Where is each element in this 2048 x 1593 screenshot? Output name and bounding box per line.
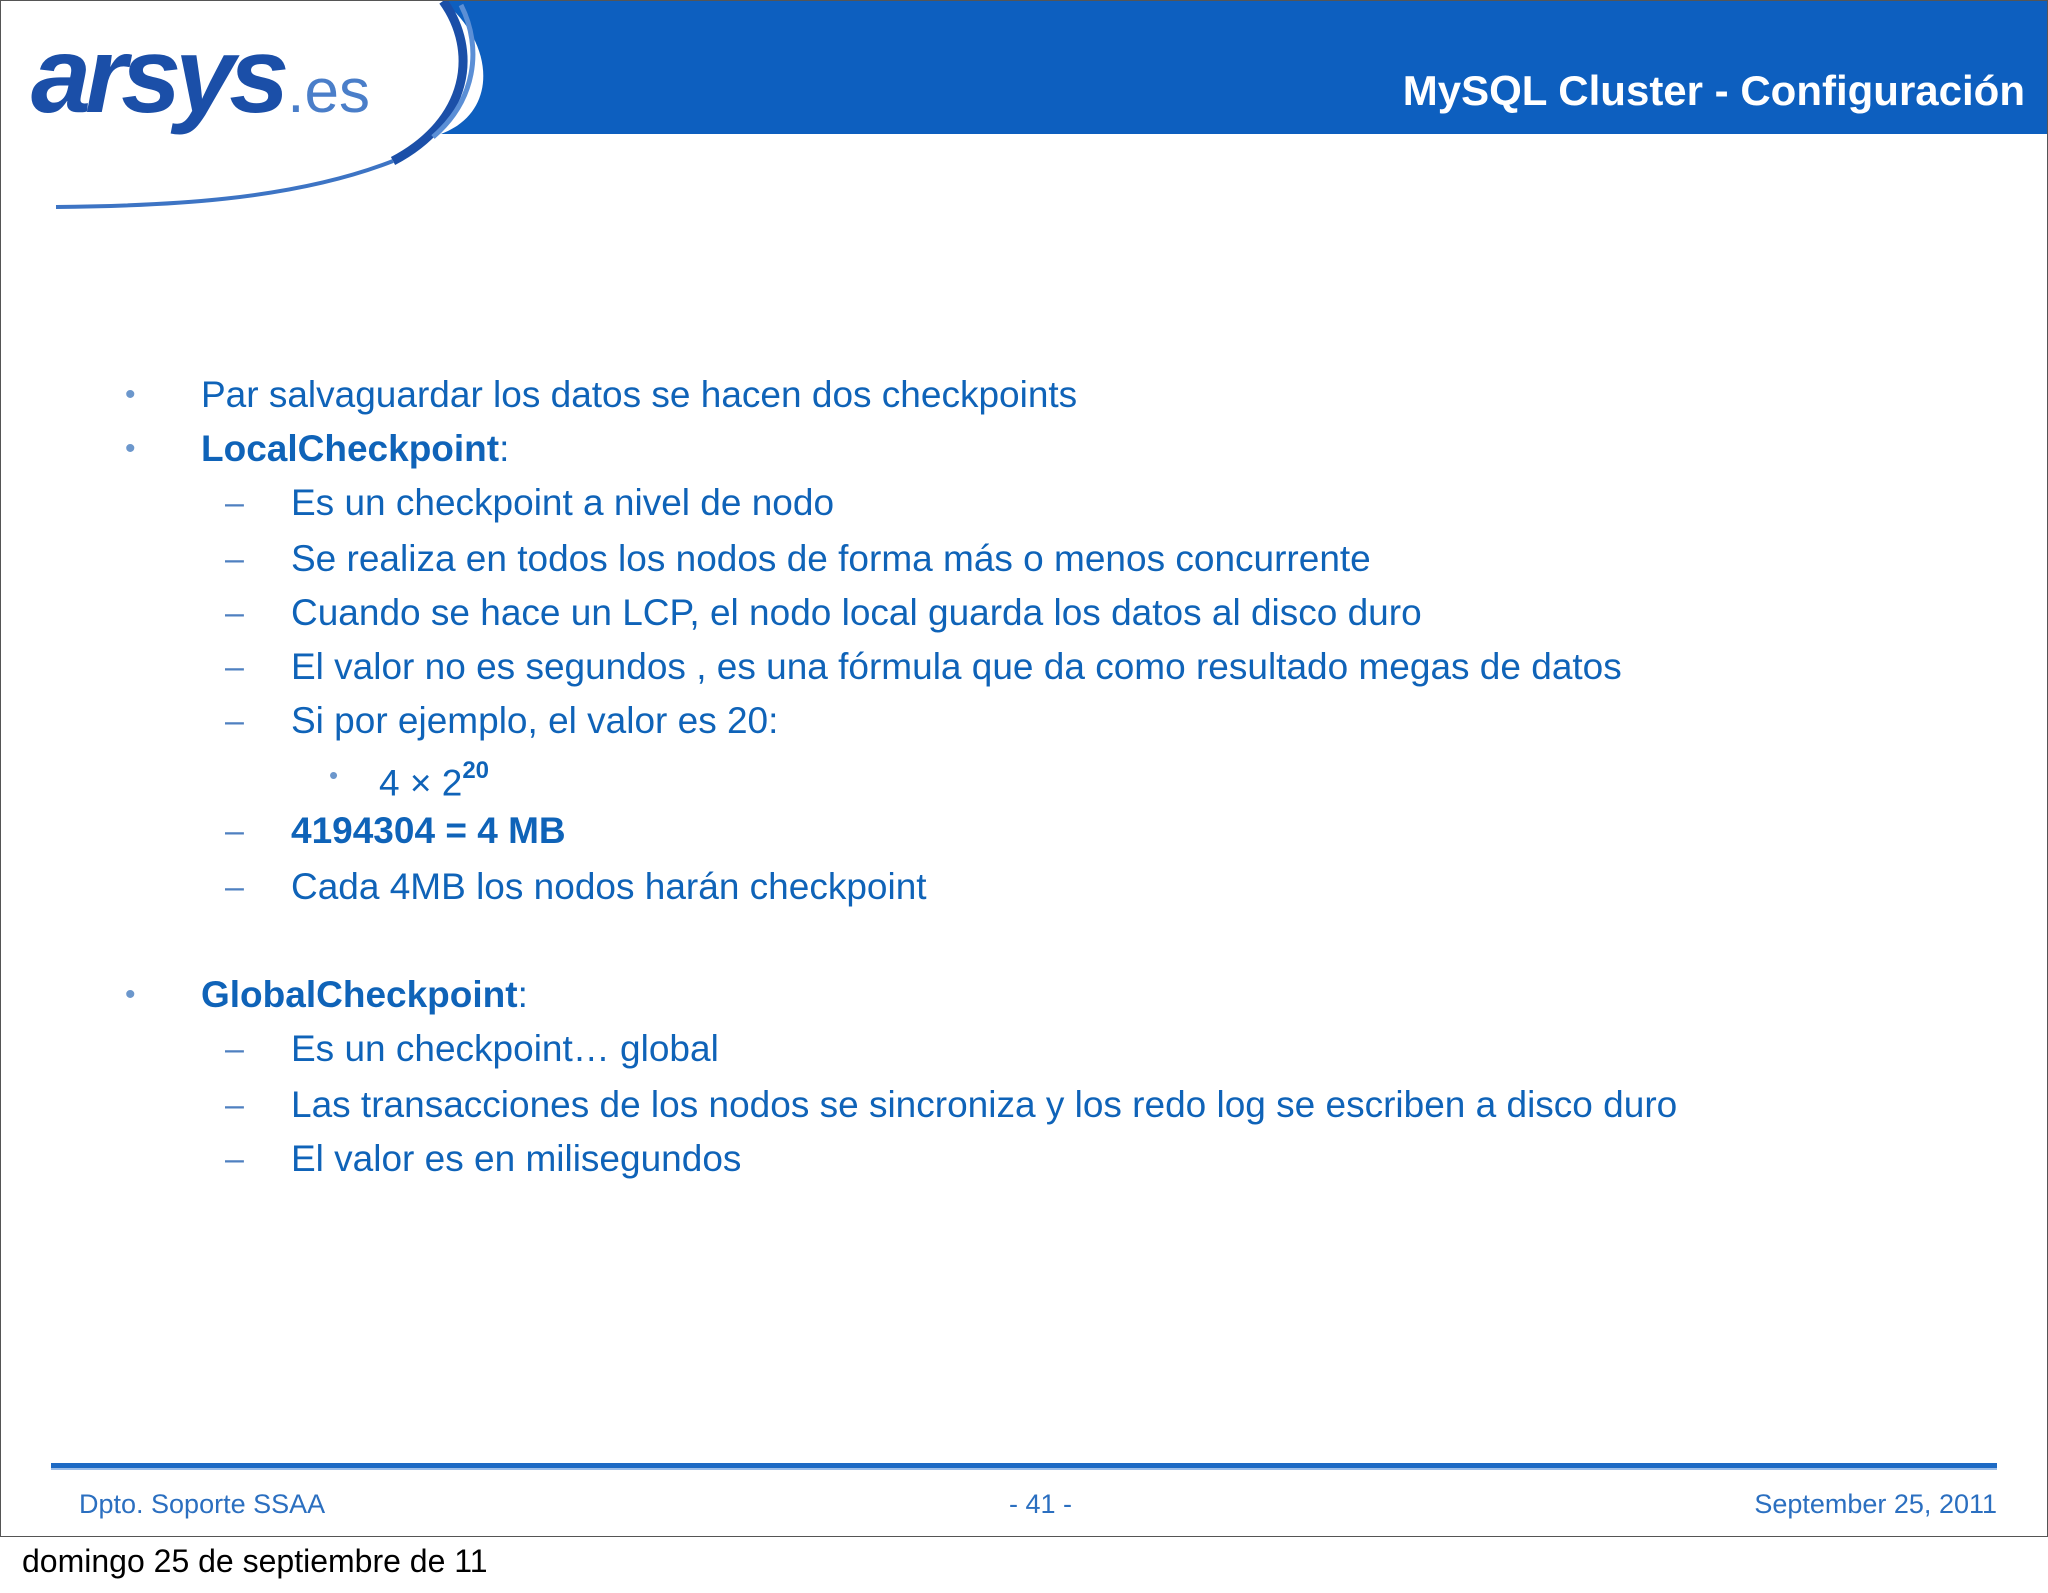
footer-divider — [51, 1463, 1997, 1468]
dash-marker: – — [225, 648, 244, 686]
formula-base: 4 × 2 — [379, 762, 463, 804]
bullet-text: Par salvaguardar los datos se hacen dos checkpoints — [201, 374, 1078, 415]
sub-bullet-text: El valor no es segundos , es una fórmula que da como resultado megas de datos — [291, 646, 1622, 687]
sub-bullet-text: Si por ejemplo, el valor es 20: — [291, 700, 779, 741]
sub-bullet-text: Cada 4MB los nodos harán checkpoint — [291, 866, 927, 907]
bullet-marker: • — [125, 378, 136, 411]
slide-content — [1, 1, 2047, 1301]
logo-brand: arsys — [31, 14, 284, 135]
sub-bullet-text: Es un checkpoint… global — [291, 1028, 719, 1069]
sub-bullet-text: Las transacciones de los nodos se sincroniza y los redo log se escriben a disco duro — [291, 1084, 1678, 1125]
dash-marker: – — [225, 812, 244, 850]
footer-page-number: - 41 - — [1009, 1489, 1073, 1519]
dash-marker: – — [225, 702, 244, 740]
slide-title: MySQL Cluster - Configuración — [1402, 67, 2025, 114]
slide-caption: domingo 25 de septiembre de 11 — [22, 1543, 488, 1579]
footer-date: September 25, 2011 — [1754, 1489, 1997, 1519]
dash-marker: – — [225, 484, 244, 522]
formula-exponent: 20 — [462, 757, 490, 784]
bullet-suffix: : — [499, 428, 510, 469]
dash-marker: – — [225, 868, 244, 906]
formula — [379, 753, 489, 805]
sub-bullet-text: El valor es en milisegundos — [291, 1138, 742, 1179]
dash-marker: – — [225, 1140, 244, 1178]
bullet-suffix: : — [517, 974, 528, 1015]
sub-bullet-text: Se realiza en todos los nodos de forma más o menos concurrente — [291, 538, 1371, 579]
sub-bullet-text: Es un checkpoint a nivel de nodo — [291, 482, 835, 523]
bullet-marker: • — [125, 432, 136, 465]
bullet-term: LocalCheckpoint — [201, 428, 500, 469]
bullet-heading-global — [201, 973, 528, 1017]
bullet-marker: • — [125, 978, 136, 1011]
dash-marker: – — [225, 540, 244, 578]
sub-bullet-text: Cuando se hace un LCP, el nodo local guarda los datos al disco duro — [291, 592, 1422, 633]
sub-bullet-text-bold: 4194304 = 4 MB — [291, 810, 566, 851]
dash-marker: – — [225, 594, 244, 632]
sub-sub-marker: • — [329, 760, 339, 790]
dash-marker: – — [225, 1086, 244, 1124]
footer-department: Dpto. Soporte SSAA — [79, 1489, 326, 1519]
bullet-term: GlobalCheckpoint — [201, 974, 518, 1015]
bullet-heading-local — [201, 427, 509, 471]
logo-suffix: .es — [287, 57, 371, 126]
dash-marker: – — [225, 1030, 244, 1068]
